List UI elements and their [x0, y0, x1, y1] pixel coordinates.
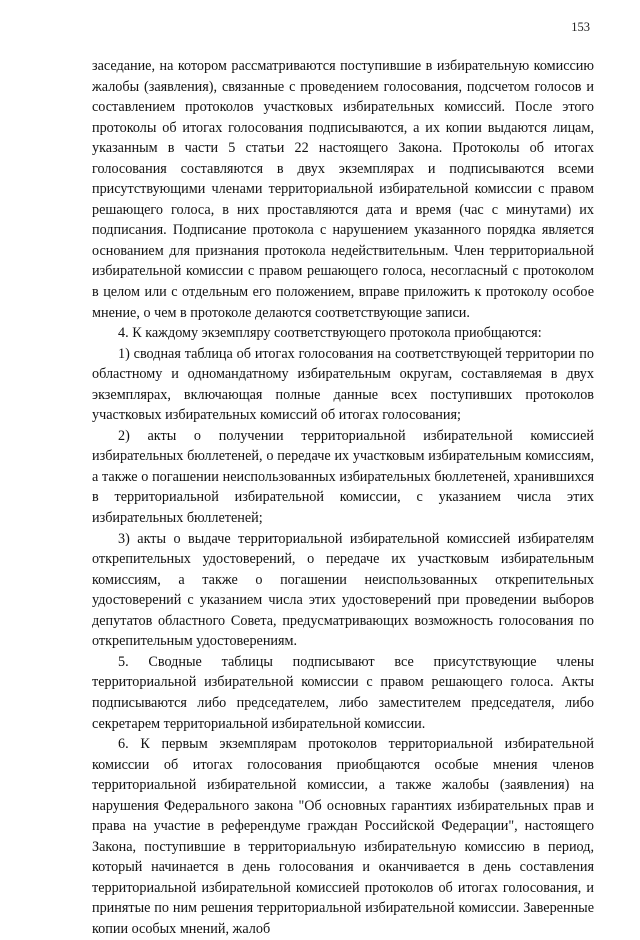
paragraph-item-6: 6. К первым экземплярам протоколов территориальной избирательной комиссии об итогах голосования приобщаются особые мнения членов территориальной избирательной комиссии, а также жалобы (заявления) на нарушения Федерального закона "Об основных гарантиях избирательных прав и права на участие в референдуме граждан Российской Федерации", настоящего Закона, поступившие в территориальную избирательную комиссию в период, который начинается в день голосования и оканчивается в день составления территориальной избирательной комиссией протоколов об итогах голосования, и принятые по ним решения территориальной избирательной комиссии. Заверенные копии особых мнений, жалоб — [92, 736, 594, 937]
paragraph-item-5: 5. Сводные таблицы подписывают все присутствующие члены территориальной избирательной комиссии с правом решающего голоса. Акты подписываются либо председателем, либо заместителем председателя, либо секретарем территориальной избирательной комиссии. — [92, 653, 594, 732]
paragraph-item-4: 4. К каждому экземпляру соответствующего протокола приобщаются: — [118, 325, 542, 342]
document-body — [92, 56, 594, 940]
paragraph-subitem-3: 3) акты о выдаче территориальной избирательной комиссией избирателям открепительных удостоверений, о передаче их участковым избирательным комиссиям, а также о погашении неиспользованных открепительных удостоверений с указанием числа этих удостоверений при проведении выборов депутатов областного Совета, предусматривающих возможность голосования по открепительным удостоверениям. — [92, 530, 594, 650]
paragraph-subitem-1: 1) сводная таблица об итогах голосования на соответствующей территории по областному и одномандатному избирательным округам, составляемая в двух экземплярах, включающая полные данные всех поступивших протоколов участковых избирательных комиссий об итогах голосования; — [92, 345, 594, 424]
page-number: 153 — [571, 20, 590, 34]
paragraph-continued: заседание, на котором рассматриваются поступившие в избирательную комиссию жалобы (заявления), связанные с проведением голосования, подсчетом голосов и составлением протоколов участковых избирательных комиссий. После этого протоколы об итогах голосования подписываются, а их копии выдаются лицам, указанным в части 5 статьи 22 настоящего Закона. Протоколы об итогах голосования составляются в двух экземплярах и подписываются всеми присутствующими членами территориальной избирательной комиссии с правом решающего голоса, в них проставляются дата и время (час с минутами) их подписания. Подписание протокола с нарушением указанного порядка является основанием для признания протокола недействительным. Член территориальной избирательной комиссии с правом решающего голоса, несогласный с протоколом в целом или с отдельным его положением, вправе приложить к протоколу особое мнение, о чем в протоколе делаются соответствующие записи. — [92, 58, 594, 321]
paragraph-subitem-2: 2) акты о получении территориальной избирательной комиссией избирательных бюллетеней, о передаче их участковым избирательным комиссиям, а также о погашении неиспользованных избирательных бюллетеней, хранившихся в территориальной избирательной комиссии, с указанием числа этих избирательных бюллетеней; — [92, 427, 594, 527]
